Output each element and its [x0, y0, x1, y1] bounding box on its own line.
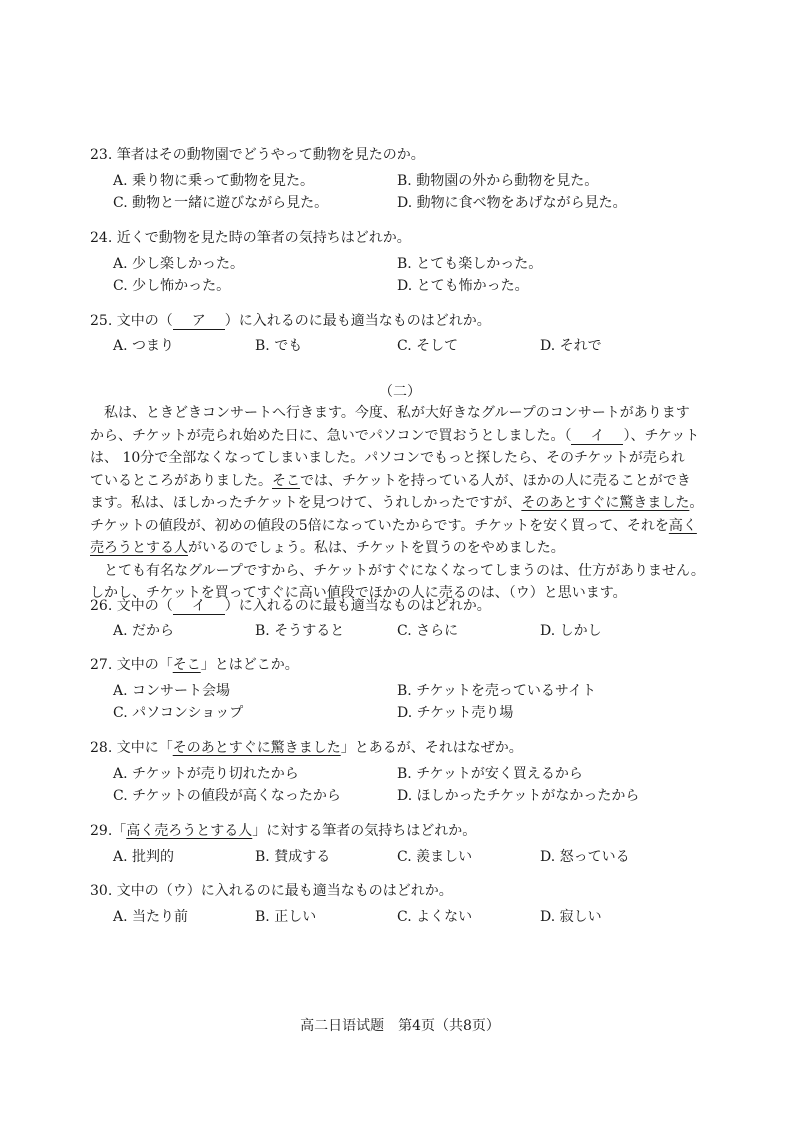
question-28-stem-post: 」とあるが、それはなぜか。 [340, 740, 523, 756]
question-30-option-d: D. 寂しい [540, 909, 602, 925]
question-26-option-d: D. しかし [540, 623, 602, 639]
question-29-stem [90, 822, 476, 840]
question-26-option-a: A. だから [113, 623, 175, 639]
question-23-option-d: D. 動物に食べ物をあげながら見た。 [397, 195, 627, 211]
question-25-stem-post: ）に入れるのに最も適当なものはどれか。 [224, 313, 491, 329]
passage-row-6 [90, 515, 720, 538]
passage-row-4 [90, 470, 720, 493]
passage-row-4-post: では、チケットを持っている人が、ほかの人に売ることができ [300, 472, 691, 489]
question-29-stem-post: 」に対する筆者の気持ちはどれか。 [252, 823, 477, 839]
question-29-stem-pre: 29.「 [90, 823, 127, 839]
question-29-option-c: C. 羨ましい [397, 849, 473, 865]
question-27-option-b: B. チケットを売っているサイト [397, 683, 596, 699]
question-26-stem-pre: 26. 文中の（ [90, 598, 173, 614]
question-23-stem: 23. 筆者はその動物園でどうやって動物を見たのか。 [90, 147, 425, 163]
question-25-option-d: D. それで [540, 338, 602, 354]
passage-row-8: とても有名なグループですから、チケットがすぐになくなってしまうのは、仕方がありません。 [104, 562, 705, 579]
question-27-stem [90, 656, 299, 674]
question-26-stem-post: ）に入れるのに最も適当なものはどれか。 [224, 598, 491, 614]
question-25-stem [90, 312, 491, 330]
question-26-stem [90, 597, 491, 615]
underlined-soko: そこ [272, 472, 300, 489]
passage-row-4-pre: ているところがありました。 [90, 472, 272, 489]
question-23-option-c: C. 動物と一緒に遊びながら見た。 [113, 195, 329, 211]
passage-section-2 [90, 402, 720, 605]
question-27-option-a: A. コンサート会場 [113, 683, 231, 699]
question-26-blank: イ [173, 598, 225, 615]
passage-row-2-pre: から、チケットが売られ始めた日に、急いでパソコンで買おうとしました。（ [90, 427, 572, 444]
question-27-stem-pre: 27. 文中の「 [90, 657, 173, 673]
question-29-option-b: B. 賛成する [255, 849, 331, 865]
question-24-option-a: A. 少し楽しかった。 [113, 256, 245, 272]
question-29-option-d: D. 怒っている [540, 849, 630, 865]
question-25-option-b: B. でも [255, 338, 303, 354]
passage-blank-i: イ [571, 428, 623, 445]
question-27-option-d: D. チケット売り場 [397, 705, 514, 721]
passage-row-3: は、 10分で全部なくなってしまいました。パソコンでもっと探したら、そのチケットが売られ [90, 450, 685, 466]
question-25-stem-pre: 25. 文中の（ [90, 313, 173, 329]
question-24-option-c: C. 少し怖かった。 [113, 278, 231, 294]
passage-row-9: しかし、チケットを買ってすぐに高い値段でほかの人に売るのは、（ウ）と思います。 [90, 585, 627, 601]
passage-row-1: 私は、ときどきコンサートへ行きます。今度、私が大好きなグループのコンサートがあります [104, 405, 690, 421]
question-23-option-a: A. 乗り物に乗って動物を見た。 [113, 173, 315, 189]
question-24-option-d: D. とても怖かった。 [397, 278, 529, 294]
passage-row-5 [90, 492, 720, 515]
question-28-stem-pre: 28. 文中に「 [90, 740, 173, 756]
question-27-underlined: そこ [172, 657, 201, 673]
question-30-stem: 30. 文中の（ウ）に入れるのに最も適当なものはどれか。 [90, 883, 453, 899]
question-28-option-c: C. チケットの値段が高くなったから [113, 788, 341, 804]
question-23-option-b: B. 動物園の外から動物を見た。 [397, 173, 599, 189]
question-28-stem [90, 739, 523, 757]
question-30-option-a: A. 当たり前 [113, 909, 189, 925]
question-28-option-d: D. ほしかったチケットがなかったから [397, 788, 640, 804]
question-28-underlined: そのあとすぐに驚きました [172, 740, 341, 756]
section-2-title: （二） [379, 384, 421, 400]
question-28-option-a: A. チケットが売り切れたから [113, 766, 299, 782]
question-27-option-c: C. パソコンショップ [113, 705, 244, 721]
underlined-takaku: 高く [668, 517, 697, 534]
question-25-blank: ア [173, 313, 225, 330]
question-25-option-c: C. そして [397, 338, 459, 354]
passage-row-5-post: 。 [689, 495, 704, 511]
underlined-surprised: そのあとすぐに驚きました [521, 495, 690, 511]
passage-row-7-post: がいるのでしょう。私は、チケットを買うのをやめました。 [188, 540, 565, 556]
question-29-underlined: 高く売ろうとする人 [126, 823, 253, 839]
question-25-option-a: A. つまり [113, 338, 175, 354]
question-28-option-b: B. チケットが安く買えるから [397, 766, 583, 782]
passage-row-7 [90, 537, 720, 560]
page-footer: 高二日语试题 第4页（共8页） [300, 1018, 500, 1034]
question-30-option-c: C. よくない [397, 909, 473, 925]
passage-row-5-pre: ます。私は、ほしかったチケットを見つけて、うれしかったですが、 [90, 495, 522, 511]
question-29-option-a: A. 批判的 [113, 849, 175, 865]
underlined-uru-hito: 売ろうとする人 [90, 540, 188, 556]
question-24-option-b: B. とても楽しかった。 [397, 256, 543, 272]
question-24-stem: 24. 近くで動物を見た時の筆者の気持ちはどれか。 [90, 230, 411, 246]
question-30-option-b: B. 正しい [255, 909, 317, 925]
passage-row-2-post: ）、チケット [623, 427, 700, 444]
question-27-stem-post: 」とはどこか。 [200, 657, 299, 673]
passage-row-6-pre: チケットの値段が、初めの値段の5倍になっていたからです。チケットを安く買って、それを [90, 517, 669, 534]
passage-row-2 [90, 425, 720, 448]
question-26-option-c: C. さらに [397, 623, 459, 639]
question-26-option-b: B. そうすると [255, 623, 345, 639]
